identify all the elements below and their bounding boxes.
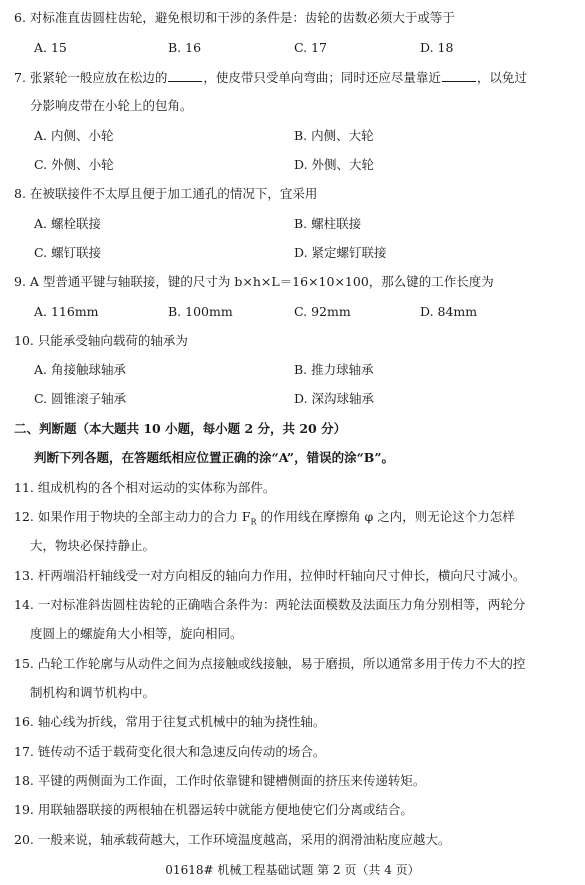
question-7-stem-continued: 分影响皮带在小轮上的包角。 xyxy=(30,98,193,113)
question-15-line2: 制机构和调节机构中。 xyxy=(30,685,156,700)
question-9-stem: 9. A 型普通平键与轴联接，键的尺寸为 b×h×L＝16×10×100，那么键的工作长度为 xyxy=(14,274,494,289)
q10-option-d: D. 深沟球轴承 xyxy=(294,391,375,406)
question-15-line1: 15. 凸轮工作轮廓与从动件之间为点接触或线接触，易于磨损，所以通常多用于传力不大的控 xyxy=(14,656,526,671)
q6-option-d: D. 18 xyxy=(420,40,454,55)
question-16: 16. 轴心线为折线，常用于往复式机械中的轴为挠性轴。 xyxy=(14,714,326,729)
q8-option-c: C. 螺钉联接 xyxy=(34,245,102,260)
q12-subscript: R xyxy=(250,517,257,527)
question-12-line1 xyxy=(14,509,515,531)
q6-option-a: A. 15 xyxy=(34,40,67,55)
q7-stem-part3: ，以免过 xyxy=(476,70,527,85)
q9-option-a: A. 116mm xyxy=(34,304,99,319)
question-7-stem xyxy=(14,70,527,86)
question-10-stem: 10. 只能承受轴向载荷的轴承为 xyxy=(14,333,188,348)
q7-option-d: D. 外侧、大轮 xyxy=(294,157,375,172)
question-14-line1: 14. 一对标准斜齿圆柱齿轮的正确啮合条件为：两轮法面模数及法面压力角分别相等，两轮分 xyxy=(14,597,526,612)
question-18: 18. 平键的两侧面为工作面，工作时依靠键和键槽侧面的挤压来传递转矩。 xyxy=(14,773,426,788)
q12-text-a: 12. 如果作用于物块的全部主动力的合力 F xyxy=(14,509,251,524)
question-14-line2: 度圆上的螺旋角大小相等，旋向相同。 xyxy=(30,626,243,641)
section-instruction: 判断下列各题，在答题纸相应位置正确的涂“A”，错误的涂“B”。 xyxy=(34,450,395,465)
answer-blank xyxy=(442,70,476,82)
q10-option-b: B. 推力球轴承 xyxy=(294,362,374,377)
q7-stem-part1: 7. 张紧轮一般应放在松边的 xyxy=(14,70,168,85)
question-19: 19. 用联轴器联接的两根轴在机器运转中就能方便地使它们分离或结合。 xyxy=(14,802,413,817)
q12-text-b: 的作用线在摩擦角 φ 之内，则无论这个力怎样 xyxy=(256,509,515,524)
q8-option-d: D. 紧定螺钉联接 xyxy=(294,245,387,260)
q9-option-b: B. 100mm xyxy=(168,304,233,319)
question-17: 17. 链传动不适于载荷变化很大和急速反向传动的场合。 xyxy=(14,744,326,759)
question-12-line2: 大，物块必保持静止。 xyxy=(30,538,156,553)
question-8-stem: 8. 在被联接件不太厚且便于加工通孔的情况下，宜采用 xyxy=(14,186,318,201)
question-20: 20. 一般来说，轴承载荷越大，工作环境温度越高，采用的润滑油粘度应越大。 xyxy=(14,832,451,847)
q9-option-c: C. 92mm xyxy=(294,304,351,319)
question-13: 13. 杆两端沿杆轴线受一对方向相反的轴向力作用，拉伸时杆轴向尺寸伸长，横向尺寸减小。 xyxy=(14,568,526,583)
q10-option-c: C. 圆锥滚子轴承 xyxy=(34,391,127,406)
q6-option-c: C. 17 xyxy=(294,40,327,55)
q6-option-b: B. 16 xyxy=(168,40,202,55)
q10-option-a: A. 角接触球轴承 xyxy=(34,362,126,377)
q8-option-a: A. 螺栓联接 xyxy=(34,216,101,231)
q9-option-d: D. 84mm xyxy=(420,304,478,319)
q7-option-c: C. 外侧、小轮 xyxy=(34,157,114,172)
page-footer: 01618# 机械工程基础试题 第 2 页（共 4 页） xyxy=(165,863,420,877)
q7-stem-part2: ，使皮带只受单向弯曲；同时还应尽量靠近 xyxy=(203,70,441,85)
q7-option-a: A. 内侧、小轮 xyxy=(34,128,114,143)
question-6-stem: 6. 对标准直齿圆柱齿轮，避免根切和干涉的条件是：齿轮的齿数必须大于或等于 xyxy=(14,10,455,25)
section-heading: 二、判断题（本大题共 10 小题，每小题 2 分，共 20 分） xyxy=(14,421,347,436)
q7-option-b: B. 内侧、大轮 xyxy=(294,128,374,143)
question-11: 11. 组成机构的各个相对运动的实体称为部件。 xyxy=(14,480,276,495)
q8-option-b: B. 螺柱联接 xyxy=(294,216,362,231)
answer-blank xyxy=(168,70,202,82)
